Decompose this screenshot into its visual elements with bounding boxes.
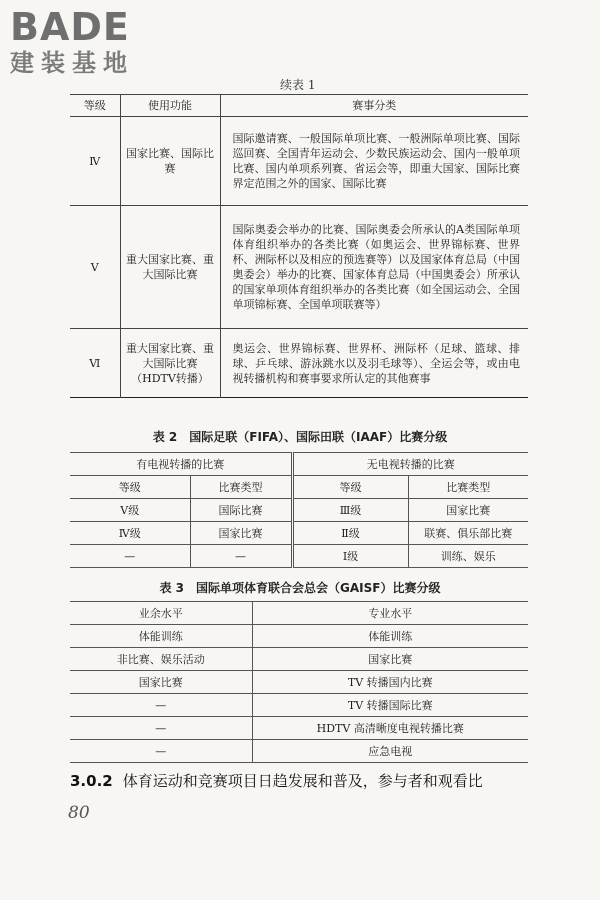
group-header-no-tv: 无电视转播的比赛 bbox=[292, 453, 528, 476]
level-cell: Ⅲ级 bbox=[292, 499, 408, 522]
events-cell: 奥运会、世界锦标赛、世界杯、洲际杯（足球、篮球、排球、乒乓球、游泳跳水以及羽毛球等）、全运会等，或由电视转播机构和赛事要求所认定的其他赛事 bbox=[220, 329, 528, 398]
paragraph-text: 体育运动和竞赛项目日趋发展和普及，参与者和观看比 bbox=[122, 772, 483, 790]
table-row bbox=[70, 206, 528, 329]
professional-cell: 国家比赛 bbox=[252, 648, 528, 671]
fifa-iaaf-table bbox=[70, 452, 528, 568]
body-paragraph bbox=[70, 770, 550, 791]
table-row bbox=[70, 648, 528, 671]
table-row bbox=[70, 499, 528, 522]
type-cell: 国家比赛 bbox=[408, 499, 528, 522]
section-number: 3.0.2 bbox=[70, 772, 113, 790]
level-cell: Ⅴ级 bbox=[70, 499, 190, 522]
type-cell: 国家比赛 bbox=[190, 522, 292, 545]
header-type: 比赛类型 bbox=[190, 476, 292, 499]
table-row bbox=[70, 545, 528, 568]
function-cell: 国家比赛、国际比赛 bbox=[120, 117, 220, 206]
header-level: 等级 bbox=[70, 476, 190, 499]
table-header-row bbox=[70, 95, 528, 117]
function-cell: 重大国家比赛、重大国际比赛 bbox=[120, 206, 220, 329]
header-type: 比赛类型 bbox=[408, 476, 528, 499]
level-cell: Ⅵ bbox=[70, 329, 120, 398]
events-cell: 国际奥委会举办的比赛、国际奥委会所承认的A类国际单项体育组织举办的各类比赛（如奥运会、世界锦标赛、世界杯、洲际杯以及相应的预选赛等）以及国家体育总局（中国奥委会）举办的比赛、国家体育总局（中国奥委会）所承认的国家单项体育组织举办的各类比赛（如全国运动会、全国单项锦标赛、全国单项联赛等） bbox=[220, 206, 528, 329]
type-cell: 训练、娱乐 bbox=[408, 545, 528, 568]
professional-cell: TV 转播国际比赛 bbox=[252, 694, 528, 717]
table-header-row bbox=[70, 476, 528, 499]
professional-cell: TV 转播国内比赛 bbox=[252, 671, 528, 694]
level-cell: — bbox=[70, 545, 190, 568]
sports-level-table bbox=[70, 94, 528, 398]
table-row bbox=[70, 671, 528, 694]
site-logo bbox=[10, 6, 175, 78]
professional-cell: HDTV 高清晰度电视转播比赛 bbox=[252, 717, 528, 740]
table-row bbox=[70, 522, 528, 545]
table2-caption: 表 2 国际足联（FIFA）、国际田联（IAAF）比赛分级 bbox=[152, 430, 448, 444]
level-cell: Ⅳ级 bbox=[70, 522, 190, 545]
amateur-cell: 非比赛、娱乐活动 bbox=[70, 648, 252, 671]
amateur-cell: — bbox=[70, 717, 252, 740]
level-cell: Ⅳ bbox=[70, 117, 120, 206]
amateur-cell: — bbox=[70, 740, 252, 763]
level-cell: Ⅰ级 bbox=[292, 545, 408, 568]
amateur-cell: 体能训练 bbox=[70, 625, 252, 648]
amateur-cell: 国家比赛 bbox=[70, 671, 252, 694]
amateur-cell: — bbox=[70, 694, 252, 717]
group-header-tv: 有电视转播的比赛 bbox=[70, 453, 292, 476]
table-group-header-row bbox=[70, 453, 528, 476]
header-level: 等级 bbox=[70, 95, 120, 117]
function-cell: 重大国家比赛、重大国际比赛（HDTV转播） bbox=[120, 329, 220, 398]
logo-brand: BADE bbox=[10, 5, 130, 49]
header-events: 赛事分类 bbox=[220, 95, 528, 117]
table-row bbox=[70, 694, 528, 717]
level-cell: Ⅴ bbox=[70, 206, 120, 329]
header-amateur: 业余水平 bbox=[70, 602, 252, 625]
table-header-row bbox=[70, 602, 528, 625]
type-cell: 联赛、俱乐部比赛 bbox=[408, 522, 528, 545]
table-row bbox=[70, 117, 528, 206]
type-cell: — bbox=[190, 545, 292, 568]
table-row bbox=[70, 329, 528, 398]
table3-caption: 表 3 国际单项体育联合会总会（GAISF）比赛分级 bbox=[159, 581, 441, 595]
logo-tagline: 建装基地 bbox=[10, 49, 134, 77]
professional-cell: 应急电视 bbox=[252, 740, 528, 763]
header-level: 等级 bbox=[292, 476, 408, 499]
events-cell: 国际邀请赛、一般国际单项比赛、一般洲际单项比赛、国际巡回赛、全国青年运动会、少数民族运动会、国内一般单项比赛、国内单项系列赛、省运会等，即重大国家、国际比赛界定范围之外的国家、国际比赛 bbox=[220, 117, 528, 206]
type-cell: 国际比赛 bbox=[190, 499, 292, 522]
header-function: 使用功能 bbox=[120, 95, 220, 117]
page-number: 80 bbox=[68, 803, 90, 823]
table-row bbox=[70, 717, 528, 740]
gaisf-table bbox=[70, 601, 528, 763]
continued-table-caption: 续表 1 bbox=[280, 78, 316, 92]
table-row bbox=[70, 740, 528, 763]
level-cell: Ⅱ级 bbox=[292, 522, 408, 545]
professional-cell: 体能训练 bbox=[252, 625, 528, 648]
header-professional: 专业水平 bbox=[252, 602, 528, 625]
table-row bbox=[70, 625, 528, 648]
